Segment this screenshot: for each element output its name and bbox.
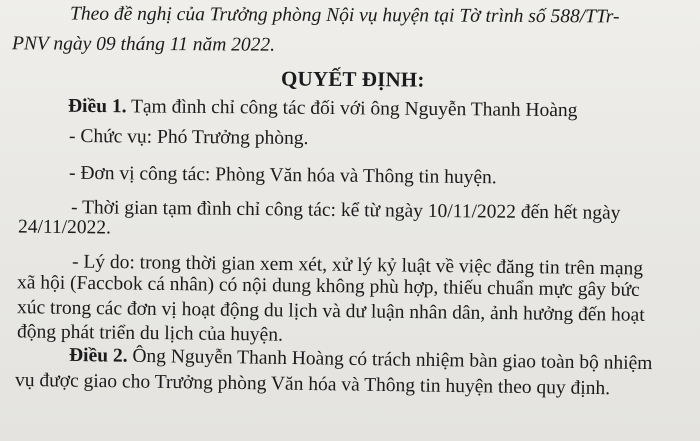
article-1-period-line-2: 24/11/2022. — [17, 216, 112, 239]
article-1-period-line-1: - Thời gian tạm đình chỉ công tác: kể từ ngày 10/11/2022 đến hết ngày — [70, 197, 621, 224]
article-1-label: Điều 1. — [67, 95, 127, 118]
article-2-label: Điều 2. — [68, 344, 128, 367]
article-1-unit: - Đơn vị công tác: Phòng Văn hóa và Thông tin huyện. — [68, 162, 497, 189]
preamble-line-1: Theo đề nghị của Trưởng phòng Nội vụ huyện tại Tờ trình số 588/TTr- — [69, 3, 620, 28]
article-1-reason-line-1: - Lý do: trong thời gian xem xét, xử lý kỷ luật về việc đăng tin trên mạng — [71, 251, 644, 280]
article-1-text: Tạm đình chỉ công tác đối với ông Nguyễn Thanh Hoàng — [130, 96, 578, 122]
article-2-line-1 — [69, 346, 653, 374]
article-1-heading — [68, 97, 578, 121]
article-2-text: Ông Nguyễn Thanh Hoàng có trách nhiệm bàn giao toàn bộ nhiệm — [132, 345, 653, 375]
article-2-line-2: vụ được giao cho Trưởng phòng Văn hóa và Thông tin huyện theo quy định. — [14, 369, 611, 400]
decision-title: QUYẾT ĐỊNH: — [280, 66, 425, 92]
article-1-position: - Chức vụ: Phó Trưởng phòng. — [68, 125, 309, 150]
article-1-reason-line-4: động phát triển du lịch của huyện. — [16, 321, 284, 346]
article-1-reason-line-3: xúc trong các đơn vị hoạt động du lịch và dư luận nhân dân, ảnh hưởng đến hoạt — [16, 297, 645, 326]
preamble-line-2: PNV ngày 09 tháng 11 năm 2022. — [11, 33, 276, 56]
article-1-reason-line-2: xã hội (Faccbok cá nhân) có nội dung không phù hợp, thiếu chuẩn mực gây bức — [16, 272, 640, 301]
